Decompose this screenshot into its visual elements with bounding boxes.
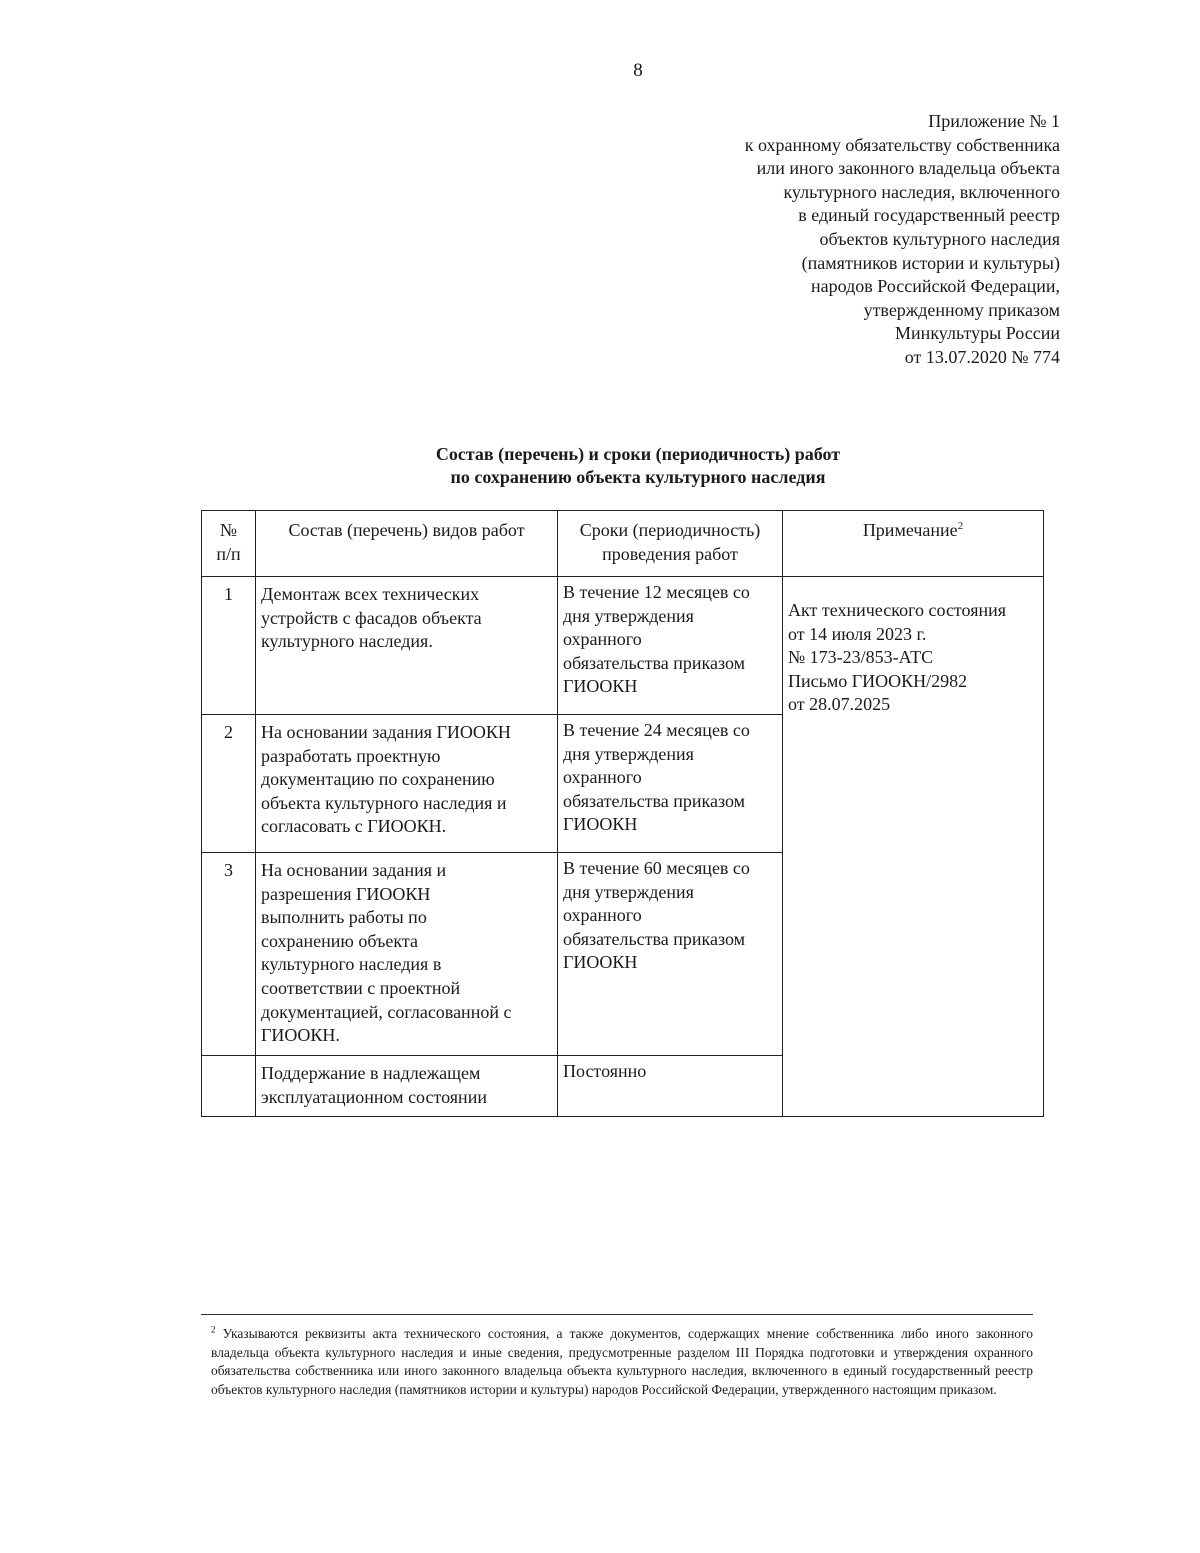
appendix-line: Минкультуры России xyxy=(895,323,1060,344)
header-term xyxy=(558,511,783,577)
appendix-line: культурного наследия, включенного xyxy=(783,181,1060,202)
appendix-line: утвержденному приказом xyxy=(863,299,1060,320)
work-line: разработать проектную xyxy=(261,745,441,766)
note-cell xyxy=(783,577,1044,1117)
term-line: ГИООКН xyxy=(563,814,638,835)
header-term-line: Сроки (периодичность) xyxy=(579,520,761,540)
table-header-row xyxy=(202,511,1044,577)
appendix-line: народов Российской Федерации, xyxy=(811,276,1060,297)
work-line: соответствии с проектной xyxy=(261,977,461,998)
title-line: Состав (перечень) и сроки (периодичность) работ xyxy=(435,444,841,464)
term-line: ГИООКН xyxy=(563,676,638,697)
footnote-ref: 2 xyxy=(957,520,964,532)
work-cell xyxy=(256,853,558,1056)
header-work-label: Состав (перечень) видов работ xyxy=(288,520,525,540)
header-work xyxy=(256,511,558,577)
page-number: 8 xyxy=(633,60,643,81)
term-line: обязательства приказом xyxy=(563,790,746,811)
footnote xyxy=(211,1325,1033,1399)
appendix-line: Приложение № 1 xyxy=(928,111,1060,131)
term-line: В течение 12 месяцев со xyxy=(563,582,750,602)
table-row xyxy=(202,577,1044,715)
term-cell xyxy=(558,853,783,1056)
work-cell xyxy=(256,577,558,715)
appendix-line: (памятников истории и культуры) xyxy=(801,252,1060,273)
note-line: № 173-23/853-АТС xyxy=(788,647,934,668)
work-line: На основании задания ГИООКН xyxy=(261,722,511,742)
term-line: ГИООКН xyxy=(563,952,638,973)
work-line: эксплуатационном состоянии xyxy=(261,1086,487,1107)
term-line: В течение 24 месяцев со xyxy=(563,720,750,740)
work-line: сохранению объекта xyxy=(261,930,418,951)
header-num-line: № xyxy=(219,520,238,540)
term-line: дня утверждения xyxy=(563,605,694,626)
work-line: культурного наследия в xyxy=(261,954,442,975)
work-line: Демонтаж всех технических xyxy=(261,584,480,604)
work-line: На основании задания и xyxy=(261,860,447,880)
term-cell xyxy=(558,1056,783,1117)
work-line: ГИООКН. xyxy=(261,1025,340,1046)
row-number: 1 xyxy=(202,577,256,715)
term-line: охранного xyxy=(563,629,642,650)
row-number: 2 xyxy=(202,715,256,853)
work-cell xyxy=(256,1056,558,1117)
note-line: Письмо ГИООКН/2982 xyxy=(788,670,968,691)
term-line: В течение 60 месяцев со xyxy=(563,858,750,878)
work-line: культурного наследия. xyxy=(261,631,433,652)
appendix-line: к охранному обязательству собственника xyxy=(744,134,1060,155)
footnote-marker: 2 xyxy=(211,1324,216,1335)
work-line: устройств с фасадов объекта xyxy=(261,607,482,628)
work-line: объекта культурного наследия и xyxy=(261,792,507,813)
document-title xyxy=(0,443,1200,489)
term-cell xyxy=(558,577,783,715)
term-cell xyxy=(558,715,783,853)
row-number: 3 xyxy=(202,853,256,1056)
term-line: дня утверждения xyxy=(563,881,694,902)
work-line: документацией, согласованной с xyxy=(261,1001,512,1022)
work-line: Поддержание в надлежащем xyxy=(261,1063,481,1083)
term-line: обязательства приказом xyxy=(563,652,746,673)
footnote-text: Указываются реквизиты акта технического состояния, а также документов, содержащих мнение собственника либо иного законного владельца объекта культурного наследия и иные сведения, предусмотренные разделом III Порядка подготовки и утверждения охранного обязательства собственника или иного законного владельца объекта культурного наследия, включенного в единый государственный реестр объектов культурного наследия (памятников истории и культуры) народов Российской Федерации, утвержденного настоящим приказом. xyxy=(211,1326,1033,1397)
header-num-line: п/п xyxy=(216,543,241,564)
works-table xyxy=(201,510,1044,1117)
note-line: от 14 июля 2023 г. xyxy=(788,623,927,644)
note-line: от 28.07.2025 xyxy=(788,694,891,715)
work-line: разрешения ГИООКН xyxy=(261,883,431,904)
title-line: по сохранению объекта культурного наследия xyxy=(450,467,826,487)
term-line: обязательства приказом xyxy=(563,928,746,949)
row-number xyxy=(202,1056,256,1117)
term-line: дня утверждения xyxy=(563,743,694,764)
term-line: Постоянно xyxy=(563,1061,647,1081)
footnote-divider xyxy=(201,1314,1033,1315)
header-num xyxy=(202,511,256,577)
appendix-header xyxy=(745,110,1060,370)
note-line: Акт технического состояния xyxy=(788,600,1007,620)
work-cell xyxy=(256,715,558,853)
term-line: охранного xyxy=(563,905,642,926)
work-line: согласовать с ГИООКН. xyxy=(261,816,447,837)
appendix-line: в единый государственный реестр xyxy=(798,205,1060,226)
work-line: документацию по сохранению xyxy=(261,769,495,790)
term-line: охранного xyxy=(563,767,642,788)
appendix-line: объектов культурного наследия xyxy=(819,228,1060,249)
header-term-line: проведения работ xyxy=(602,543,738,564)
header-note-label: Примечание xyxy=(862,520,958,540)
appendix-line: от 13.07.2020 № 774 xyxy=(904,346,1060,367)
header-note xyxy=(783,511,1044,577)
work-line: выполнить работы по xyxy=(261,907,427,928)
appendix-line: или иного законного владельца объекта xyxy=(756,158,1060,179)
